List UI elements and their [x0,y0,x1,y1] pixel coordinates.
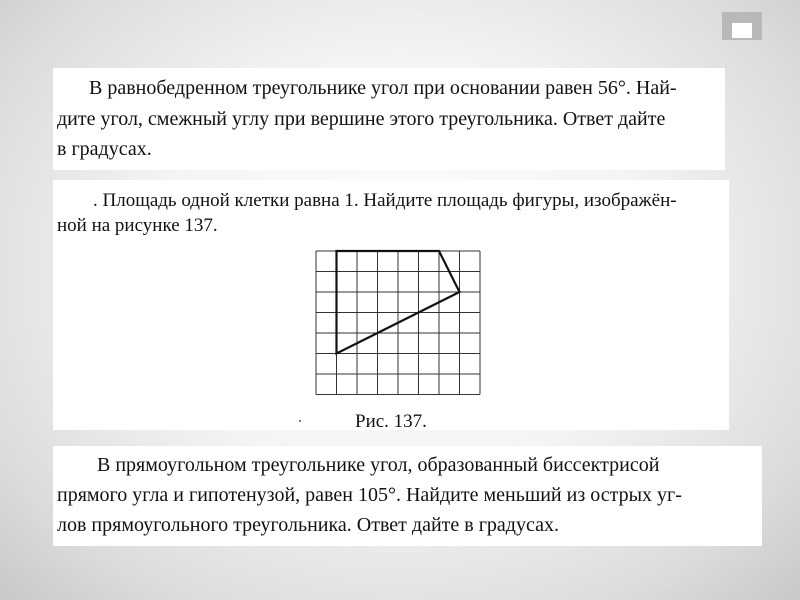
problem-3-panel [53,446,762,546]
problem-3-line-1: В прямоугольном треугольнике угол, образованный биссектрисой [97,454,660,476]
problem-2-panel [53,180,729,430]
problem-3-line-2: прямого угла и гипотенузой, равен 105°. Найдите меньший из острых уг- [57,484,682,506]
problem-2-line-2: ной на рисунке 137. [57,215,218,236]
problem-1-line-3: в градусах. [57,138,152,160]
problem-1-panel [53,68,725,170]
grid-figure [313,248,489,398]
stray-dot [299,420,301,422]
corner-decoration-inner [732,23,752,38]
problem-3-line-3: лов прямоугольного треугольника. Ответ дайте в градусах. [57,514,559,536]
corner-decoration [722,12,762,40]
figure-caption: Рис. 137. [355,411,427,432]
problem-1-line-2: дите угол, смежный углу при вершине этого треугольника. Ответ дайте [57,108,666,130]
problem-2-line-1: . Площадь одной клетки равна 1. Найдите площадь фигуры, изображён- [93,190,677,211]
problem-1-line-1: В равнобедренном треугольнике угол при основании равен 56°. Най- [89,77,677,99]
